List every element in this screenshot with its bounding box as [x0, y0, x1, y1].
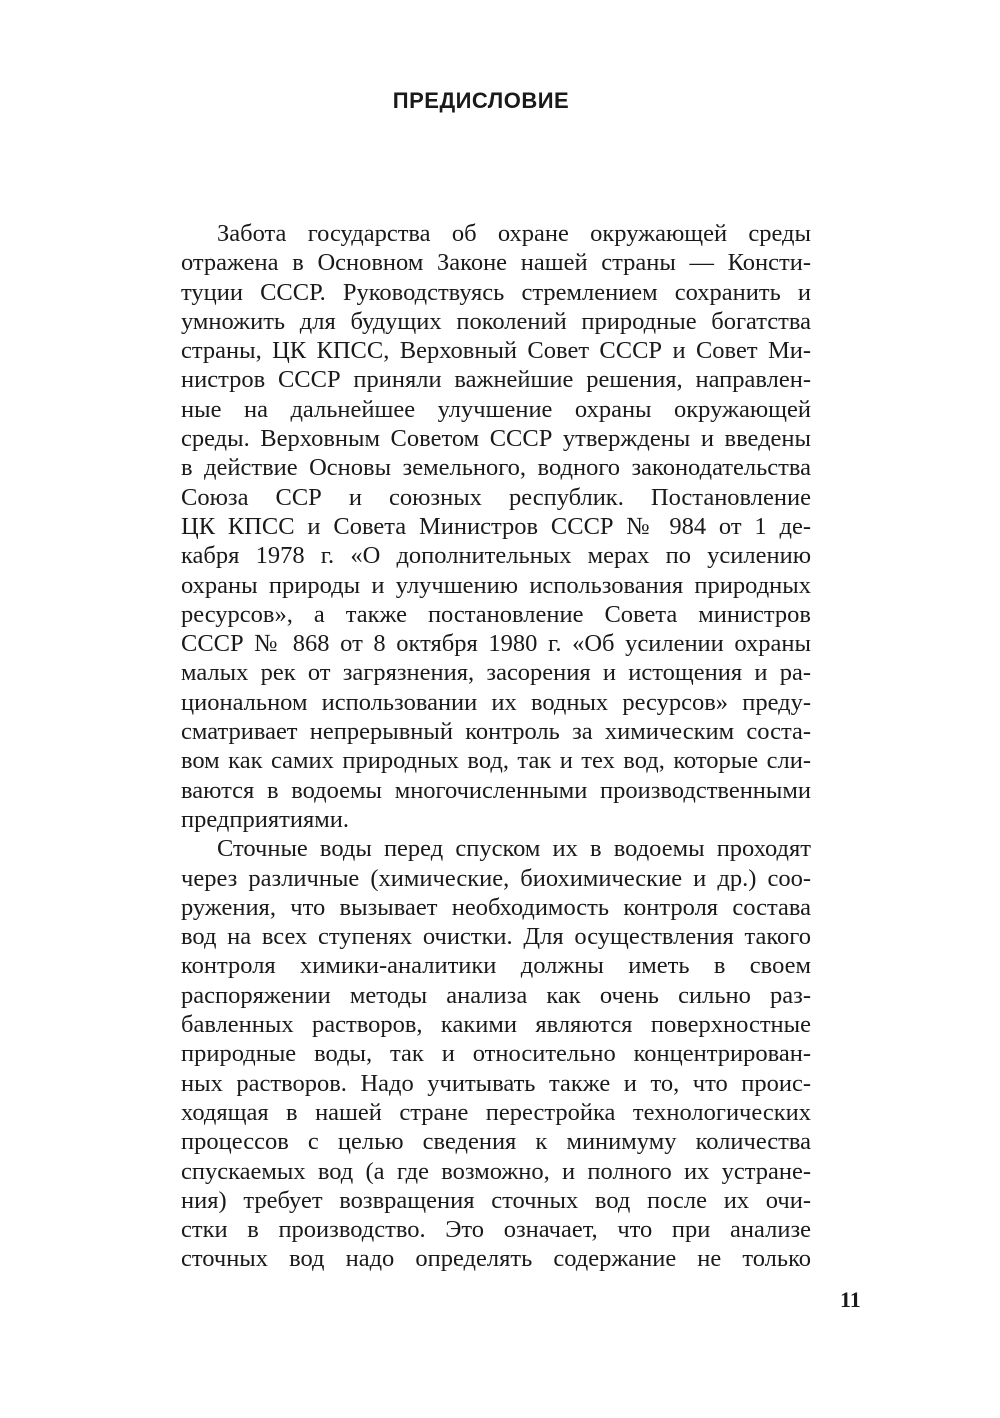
text-line: через различные (химические, биохимические и др.) соо- — [181, 864, 811, 892]
text-line: ваются в водоемы многочисленными производственными — [181, 776, 811, 804]
text-line: Забота государства об охране окружающей среды — [217, 220, 811, 247]
text-line: вод на всех ступенях очистки. Для осуществления такого — [181, 923, 811, 951]
text-line: контроля химики-аналитики должны иметь в своем — [181, 952, 811, 980]
paragraph-2 — [181, 834, 811, 1273]
text-line: отражена в Основном Законе нашей страны — Консти- — [181, 249, 811, 277]
text-line: нистров СССР приняли важнейшие решения, направлен- — [181, 366, 811, 394]
text-line: ружения, что вызывает необходимость контроля состава — [181, 893, 811, 921]
body-text — [181, 219, 811, 1274]
text-line: стки в производство. Это означает, что при анализе — [181, 1216, 811, 1244]
text-line: сматривает непрерывный контроль за химическим соста- — [181, 718, 811, 746]
text-line: сточных вод надо определять содержание не только — [181, 1245, 811, 1273]
text-line: умножить для будущих поколений природные богатства — [181, 307, 811, 335]
text-line: вом как самих природных вод, так и тех вод, которые сли- — [181, 747, 811, 775]
text-line: охраны природы и улучшению использования природных — [181, 571, 811, 599]
text-line: ные на дальнейшее улучшение охраны окружающей — [181, 395, 811, 423]
text-line: среды. Верховным Советом СССР утверждены и введены — [181, 425, 811, 453]
text-line: ресурсов», а также постановление Совета министров — [181, 600, 811, 628]
text-line: туции СССР. Руководствуясь стремлением сохранить и — [181, 278, 811, 306]
text-line: ния) требует возвращения сточных вод после их очи- — [181, 1186, 811, 1214]
text-line: спускаемых вод (а где возможно, и полного их устране- — [181, 1157, 811, 1185]
text-line: Союза ССР и союзных республик. Постановление — [181, 483, 811, 511]
text-line: распоряжении методы анализа как очень сильно раз- — [181, 981, 811, 1009]
paragraph-1 — [181, 219, 811, 834]
text-line: Сточные воды перед спуском их в водоемы проходят — [217, 835, 811, 863]
text-line: в действие Основы земельного, водного законодательства — [181, 454, 811, 482]
text-line: СССР № 868 от 8 октября 1980 г. «Об усилении охраны — [181, 630, 811, 658]
text-line: ходящая в нашей стране перестройка технологических — [181, 1098, 811, 1126]
text-line: предприятиями. — [181, 805, 349, 833]
text-line: процессов с целью сведения к минимуму количества — [181, 1128, 811, 1156]
text-line: страны, ЦК КПСС, Верховный Совет СССР и Совет Ми- — [181, 337, 811, 365]
text-line: бавленных растворов, какими являются поверхностные — [181, 1011, 811, 1039]
text-line: кабря 1978 г. «О дополнительных мерах по усилению — [181, 542, 811, 570]
text-line: циональном использовании их водных ресурсов» преду- — [181, 688, 811, 716]
text-line: природные воды, так и относительно концентрирован- — [181, 1040, 811, 1068]
text-line: ных растворов. Надо учитывать также и то, что проис- — [181, 1069, 811, 1097]
page-number: 11 — [840, 1287, 861, 1312]
text-line: малых рек от загрязнения, засорения и истощения и ра- — [181, 659, 811, 687]
page-heading: ПРЕДИСЛОВИЕ — [392, 88, 570, 113]
text-line: ЦК КПСС и Совета Министров СССР № 984 от 1 де- — [181, 512, 811, 540]
